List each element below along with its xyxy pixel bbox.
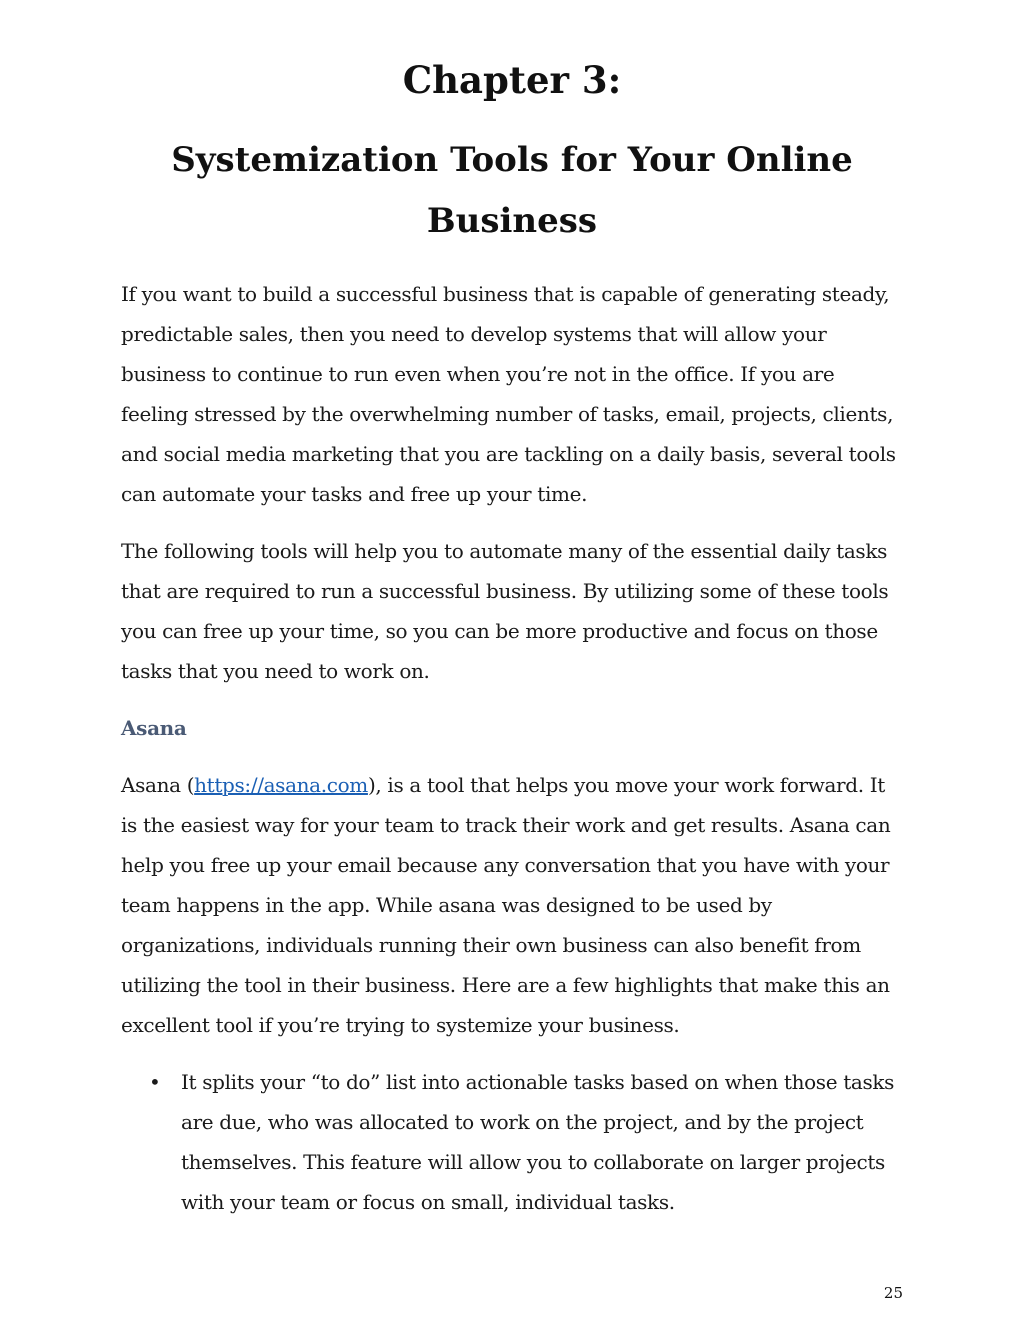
asana-link[interactable]: https://asana.com bbox=[194, 773, 368, 797]
asana-lead-text: Asana ( bbox=[121, 773, 195, 797]
body-text bbox=[121, 274, 896, 1222]
page-number: 25 bbox=[883, 1284, 903, 1302]
chapter-title: Systemization Tools for Your Online Business bbox=[171, 140, 853, 241]
intro-paragraph: If you want to build a successful business that is capable of generating steady, predictable sales, then you need to develop systems that will allow your business to continue to run even when you’re not in the office. If you are feeling stressed by the overwhelming number of tasks, email, projects, clients, and social media marketing that you are tackling on a daily basis, several tools can automate your tasks and free up your time. bbox=[121, 282, 896, 506]
tools-paragraph: The following tools will help you to automate many of the essential daily tasks that are required to run a successful business. By utilizing some of these tools you can free up your time, so you can be more productive and focus on those tasks that you need to work on. bbox=[121, 539, 889, 683]
asana-feature-list bbox=[121, 1062, 896, 1222]
bullet-icon: • bbox=[149, 1070, 161, 1094]
list-item-text: It splits your “to do” list into actionable tasks based on when those tasks are due, who was allocated to work on the project, and by the project themselves. This feature will allow you to collaborate on larger projects with your team or focus on small, individual tasks. bbox=[181, 1070, 895, 1214]
asana-rest-text: ), is a tool that helps you move your work forward. It is the easiest way for your team to track their work and get results. Asana can help you free up your email because any conversation that you have with your team happens in the app. While asana was designed to be used by organizations, individuals running their own business can also benefit from utilizing the tool in their business. Here are a few highlights that make this an excellent tool if you’re trying to systemize your business. bbox=[121, 773, 891, 1037]
chapter-number: Chapter 3: bbox=[402, 58, 622, 102]
asana-paragraph bbox=[121, 765, 896, 1045]
list-item bbox=[121, 1062, 896, 1222]
section-heading-asana: Asana bbox=[121, 716, 187, 740]
